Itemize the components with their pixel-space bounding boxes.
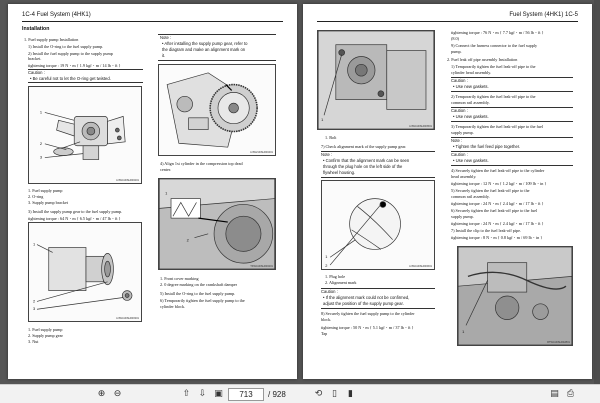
divider (158, 34, 276, 35)
page-total: / 928 (268, 390, 286, 399)
divider (158, 60, 276, 61)
svg-text:2: 2 (39, 140, 43, 146)
step-text: 6) Temporarily tighten the fuel supply pump to the (160, 298, 245, 303)
svg-text:3: 3 (33, 306, 36, 312)
svg-text:3: 3 (39, 154, 43, 160)
rotate-icon[interactable]: ⟲ (314, 389, 323, 399)
fit-page-icon[interactable]: ▣ (214, 389, 223, 399)
caution-text: • If the alignment mark could not be confirmed, (323, 295, 410, 300)
step-text: 3) Install the supply pump gear to the fuel supply pump. (28, 209, 123, 214)
step-text: 1) Install the O-ring to the fuel supply pump. (28, 44, 104, 49)
legend-item: 2. O-ring (28, 194, 44, 199)
caution-label: Caution : (451, 108, 468, 113)
torque-spec: tightening torque : 24 N・m { 2.4 kgf・m / 17 lb・ft } (451, 201, 544, 206)
step-text: bracket. (28, 56, 42, 61)
step-text: block. (321, 317, 332, 322)
divider (451, 121, 573, 122)
save-icon[interactable]: ▤ (550, 389, 559, 399)
divider (451, 151, 573, 152)
page-header (317, 12, 578, 22)
caution-text: adjust the position of the supply pump gear. (323, 301, 404, 306)
figure-plug-hole (321, 180, 435, 270)
step-text: 5) Securely tighten the fuel leak-off pipe to the (451, 188, 530, 193)
left-page (8, 4, 297, 379)
page-header (22, 12, 283, 22)
figure-id: RTW41DSH002801 (547, 341, 570, 344)
page-header-left: 1C-4 Fuel System (4HK1) (22, 12, 91, 18)
divider (321, 308, 435, 309)
legend-item: 1. Fuel supply pump (28, 188, 63, 193)
torque-spec: tightening torque : 76 N・m { 7.7 kgf・m / 56 lb・ft } (451, 30, 544, 35)
note-label: Note : (321, 152, 333, 157)
svg-text:1: 1 (325, 254, 328, 260)
zoom-out-icon[interactable]: ⊖ (113, 389, 122, 399)
note-text: • After installing the supply pump gear, refer to (162, 41, 248, 46)
note-label: Note : (160, 35, 172, 40)
legend-item: 2. 0 degree marking on the crankshaft damper (160, 282, 237, 287)
section-title: Installation (22, 26, 50, 32)
legend-item: 1. Front cover marking (160, 276, 199, 281)
step-heading: 1. Fuel supply pump Installation (24, 37, 79, 42)
step-text: 2) Install the fuel supply pump to the supply pump (28, 51, 113, 56)
note-label: Note : (451, 138, 463, 143)
caution-text: • Use new gaskets. (453, 158, 489, 163)
caution-label: Caution : (451, 78, 468, 83)
two-page-icon[interactable]: ▮ (348, 389, 353, 399)
note-text: through the plug hole on the left side of the (323, 164, 403, 169)
caution-text: • Use new gaskets. (453, 114, 489, 119)
caution-label: Caution : (321, 289, 338, 294)
print-icon[interactable]: ⎙ (566, 389, 575, 399)
vertical-scrollbar[interactable] (594, 0, 600, 384)
step-text: supply pump. (451, 214, 474, 219)
step-text: 7) Install the clip to the fuel leak-off pipe. (451, 228, 522, 233)
step-text: 5) Install the O-ring to the fuel supply pump. (160, 291, 236, 296)
torque-spec: tightening torque : 12 N・m { 1.2 kgf・m / 109 lb・in } (451, 181, 547, 186)
legend-item: 1. Fuel supply pump (28, 327, 63, 332)
divider (451, 107, 573, 108)
step-text: common rail assembly. (451, 194, 490, 199)
legend-item: 2. Alignment mark (325, 280, 357, 285)
note-text: • Confirm that the alignment mark can be seen (323, 158, 410, 163)
step-text: 2) Temporarily tighten the fuel leak-off pipe to the (451, 94, 536, 99)
caution-label: Caution : (451, 152, 468, 157)
svg-text:1: 1 (39, 109, 43, 115)
note-text: • Tighten the fuel feed pipe together. (453, 144, 521, 149)
page-header-right: Fuel System (4HK1) 1C-5 (509, 12, 578, 18)
torque-spec: tightening torque : 50 N・m { 5.1 kgf・m / 37 lb・ft } (321, 325, 414, 330)
figure-id: LNW41DSH000301 (116, 317, 139, 320)
step-text: cylinder head assembly. (451, 70, 492, 75)
torque-spec: tightening torque : 8 N・m { 0.8 kgf・m / 69 lb・in } (451, 235, 543, 240)
step-text: common rail assembly. (451, 100, 490, 105)
note-text: (8.0) (451, 36, 460, 41)
svg-text:1: 1 (321, 117, 324, 123)
figure-id: LNW21DSH000401 (250, 151, 273, 154)
caution-label: Caution : (28, 70, 45, 75)
step-text: head assembly. (451, 174, 477, 179)
torque-spec: tightening torque : 19 N・m { 1.9 kgf・m / 14 lb・ft } (28, 63, 121, 68)
torque-spec: tightening torque : 24 N・m { 2.4 kgf・m / 17 lb・ft } (451, 221, 544, 226)
divider (451, 137, 573, 138)
zoom-in-icon[interactable]: ⊕ (97, 389, 106, 399)
step-text: center. (160, 167, 172, 172)
svg-text:2: 2 (186, 237, 189, 243)
divider (451, 77, 573, 78)
divider (321, 151, 435, 152)
caution-text: • Be careful not to let the O-ring get twisted. (30, 76, 111, 81)
legend-item: 1. Plug hole (325, 274, 346, 279)
figure-id: TKW41DSH000201 (250, 265, 273, 268)
figure-supply-pump-gear (28, 222, 142, 322)
step-text: 1) Temporarily tighten the fuel leak-off pipe to the (451, 64, 536, 69)
divider (451, 165, 573, 166)
figure-fuel-supply-pump (28, 86, 142, 184)
legend-item: 2. Supply pump gear (28, 333, 63, 338)
step-text: 9) Connect the harness connector to the fuel supply (451, 43, 538, 48)
step-text: 6) Securely tighten the fuel leak-off pipe to the fuel (451, 208, 538, 213)
figure-crankshaft-marking (158, 178, 276, 270)
svg-text:2: 2 (325, 263, 328, 269)
legend-item: 1. Bolt (325, 135, 337, 140)
single-page-icon[interactable]: ▯ (332, 389, 337, 399)
step-text: 4) Align 1st cylinder in the compression top dead (160, 161, 243, 166)
note-text: it. (162, 53, 166, 58)
divider (321, 288, 435, 289)
legend-item: 3. Supply pump bracket (28, 200, 69, 205)
svg-text:1: 1 (462, 329, 465, 335)
right-page (303, 4, 592, 379)
step-heading: 2. Fuel leak off pipe assembly Installation (447, 57, 518, 62)
viewer-toolbar (0, 384, 600, 403)
note-text: flywheel housing. (323, 170, 356, 175)
figure-id: LNW41DSH000201 (116, 179, 139, 182)
divider (451, 91, 573, 92)
step-text: 4) Securely tighten the fuel leak-off pipe to the cylinder (451, 168, 545, 173)
figure-id: LNW41DSH000601 (409, 265, 432, 268)
svg-text:1: 1 (33, 241, 36, 247)
step-text: cylinder block. (160, 304, 186, 309)
step-text: supply pump. (451, 130, 474, 135)
page-number-input[interactable]: 713 (228, 388, 264, 401)
page-down-icon[interactable]: ⇩ (198, 389, 207, 399)
caution-text: • Use new gaskets. (453, 84, 489, 89)
torque-spec: tightening torque : 64 N・m { 6.5 kgf・m / 47 lb・ft } (28, 216, 121, 221)
figure-leak-off-pipe (457, 246, 573, 346)
step-text: pump. (451, 49, 462, 54)
step-text: 8) Securely tighten the fuel supply pump to the cylinder (321, 311, 415, 316)
divider (321, 177, 435, 178)
page-up-icon[interactable]: ⇧ (182, 389, 191, 399)
svg-text:2: 2 (33, 298, 36, 304)
note-text: Tap (321, 331, 328, 336)
note-text: the diagram and make an alignment mark on (162, 47, 246, 52)
svg-text:1: 1 (165, 190, 168, 196)
figure-gear-alignment (158, 64, 276, 156)
figure-id: LNW41DSH000501 (409, 125, 432, 128)
figure-pump-bolt (317, 30, 435, 130)
divider (28, 82, 143, 83)
step-text: 7) Check alignment mark of the supply pump gear. (321, 144, 407, 149)
divider (28, 69, 143, 70)
legend-item: 3. Nut (28, 339, 39, 344)
step-text: 3) Temporarily tighten the fuel leak-off pipe to the fuel (451, 124, 543, 129)
